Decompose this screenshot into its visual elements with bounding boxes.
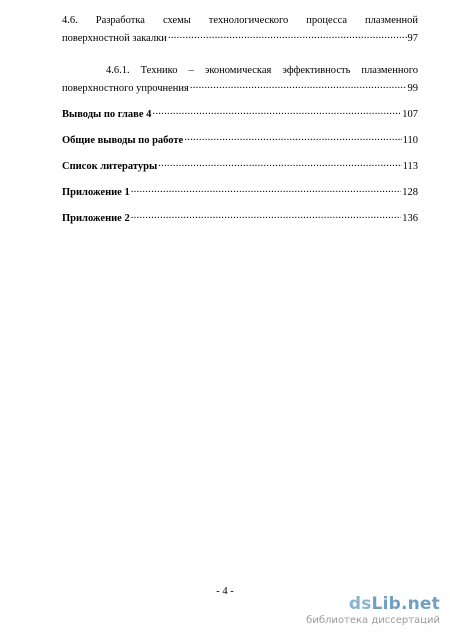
toc-entry-text: поверхностной закалки [62, 33, 167, 44]
dot-leader [152, 105, 401, 117]
watermark-tagline: библиотека диссертаций [306, 615, 440, 626]
toc-page-number: 97 [407, 33, 418, 44]
dot-leader [190, 79, 407, 91]
toc-entry-appendix-2[interactable] [62, 209, 418, 227]
dot-leader [131, 209, 402, 221]
toc-entry-text: Приложение 1 [62, 187, 130, 198]
toc-page-number: 113 [402, 161, 418, 172]
toc-entry-4-6-title-line [62, 12, 418, 29]
watermark[interactable] [290, 594, 440, 628]
toc-entry-4-6-leader-line [62, 29, 418, 47]
toc-word: Технико [140, 65, 178, 76]
watermark-logo-part1: ds [348, 594, 372, 614]
toc-page-number: 128 [402, 187, 418, 198]
toc-word: плазменного [361, 65, 418, 76]
dot-leader [168, 29, 407, 41]
dot-leader [158, 157, 401, 169]
dot-leader [131, 183, 402, 195]
toc-entry-text: Общие выводы по работе [62, 135, 184, 146]
toc-entry-references[interactable] [62, 157, 418, 175]
toc-entry-general-conclusions[interactable] [62, 131, 418, 149]
page-number: - 4 - [216, 586, 234, 597]
watermark-logo-part2: Lib.net [371, 594, 440, 614]
toc-word: 4.6.1. [106, 65, 130, 76]
toc-entry-appendix-1[interactable] [62, 183, 418, 201]
toc-word: технологического [208, 15, 289, 26]
toc-word: эффективность [282, 65, 351, 76]
toc-page-number: 107 [402, 109, 418, 120]
toc-entry-text: Приложение 2 [62, 213, 130, 224]
toc-word: 4.6. [62, 15, 78, 26]
toc-page-number: 136 [402, 213, 418, 224]
watermark-logo [290, 594, 440, 614]
toc-word: – [188, 65, 194, 76]
toc-entry-4-6[interactable] [62, 12, 418, 47]
dot-leader [184, 131, 401, 143]
toc-entry-text: Выводы по главе 4 [62, 109, 152, 120]
toc-word: экономическая [204, 65, 272, 76]
toc-word: Разработка [95, 15, 145, 26]
toc-word: схемы [162, 15, 191, 26]
table-of-contents [62, 12, 418, 227]
toc-page-number: 110 [402, 135, 418, 146]
toc-entry-text: поверхностного упрочнения [62, 83, 189, 94]
toc-word: процесса [306, 15, 348, 26]
toc-entry-4-6-1-title-line [62, 62, 418, 79]
toc-entry-conclusions-ch4[interactable] [62, 105, 418, 123]
toc-word: плазменной [365, 15, 418, 26]
toc-entry-4-6-1-leader-line [62, 79, 418, 97]
toc-page-number: 99 [407, 83, 418, 94]
toc-entry-4-6-1[interactable] [62, 62, 418, 97]
toc-entry-text: Список литературы [62, 161, 158, 172]
